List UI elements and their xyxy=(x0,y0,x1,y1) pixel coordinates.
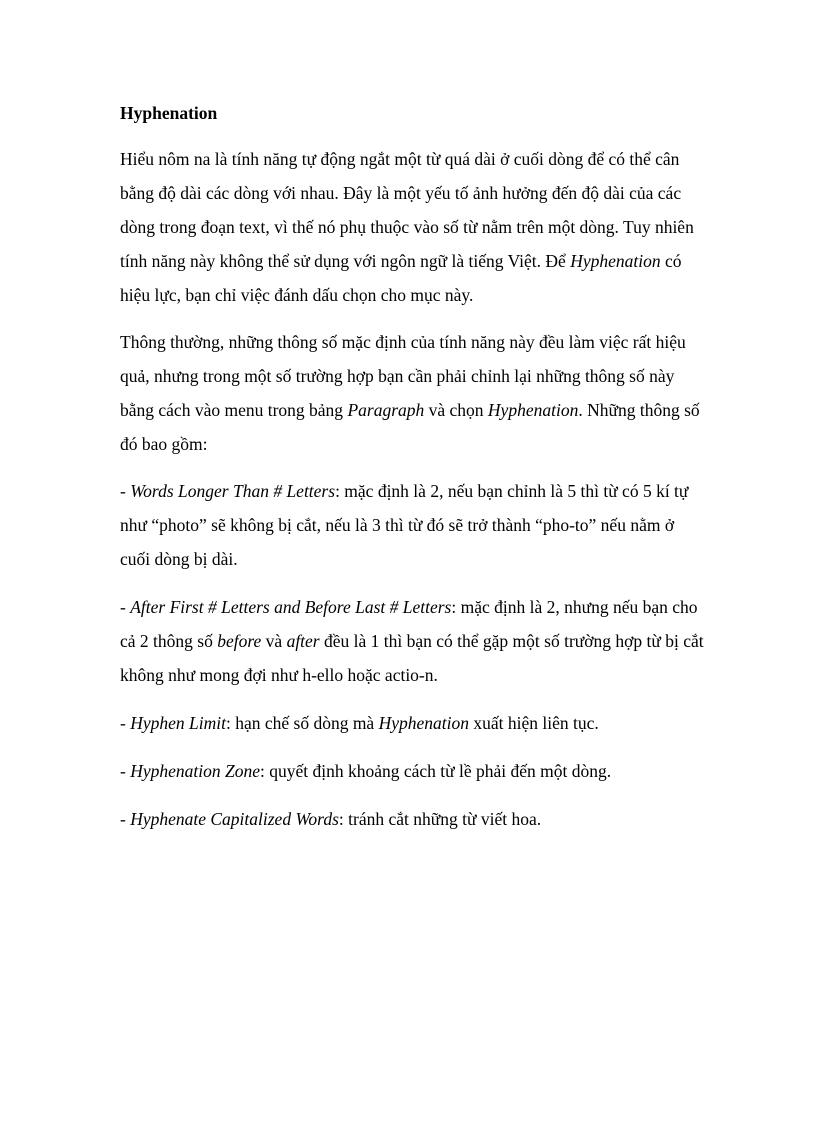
italic-term: after xyxy=(286,631,320,651)
bullet-hyphenate-capitalized xyxy=(120,802,704,836)
text-run: : mặc định là 2, nhưng nếu bạn cho cả 2 thông số xyxy=(120,597,698,651)
text-run: Hiểu nôm na là tính năng tự động ngắt một từ quá dài ở cuối dòng để có thể cân bằng độ dài các dòng với nhau. Đây là một yếu tố ảnh hưởng đến độ dài của các dòng trong đoạn text, vì thế nó phụ thuộc vào số từ nằm trên một dòng. Tuy nhiên tính năng này không thể sử dụng với ngôn ngữ là tiếng Việt. Để xyxy=(120,149,694,271)
italic-term: Hyphenation xyxy=(378,713,469,733)
text-run: : tránh cắt những từ viết hoa. xyxy=(338,809,542,829)
text-run: : quyết định khoảng cách từ lề phải đến một dòng. xyxy=(259,761,612,781)
text-run: : mặc định là 2, nếu bạn chỉnh là 5 thì từ có 5 kí tự như “photo” sẽ không bị cắt, nếu là 3 thì từ đó sẽ trở thành “pho-to” nếu nằm ở cuối dòng bị dài. xyxy=(120,481,689,569)
italic-term: Hyphenation xyxy=(487,400,579,420)
document-body xyxy=(120,96,704,850)
bullet-hyphen-limit xyxy=(120,706,704,740)
italic-term: Hyphen Limit xyxy=(130,713,226,733)
italic-term: Hyphenation Zone xyxy=(130,761,260,781)
text-run: và xyxy=(261,631,287,651)
intro-paragraph xyxy=(120,142,704,312)
bullet-dash: - xyxy=(120,713,131,733)
bullet-dash: - xyxy=(120,597,131,617)
bullet-dash: - xyxy=(120,481,131,501)
text-run: đều là 1 thì bạn có thể gặp một số trường hợp từ bị cắt không như mong đợi như h-ello hoặc actio-n. xyxy=(120,631,704,685)
bullet-hyphenation-zone xyxy=(120,754,704,788)
italic-term: Paragraph xyxy=(347,400,425,420)
italic-term: Hyphenation xyxy=(570,251,661,271)
section-heading: Hyphenation xyxy=(120,103,218,123)
italic-term: before xyxy=(217,631,262,651)
bullet-words-longer-than xyxy=(120,474,704,576)
bullet-dash: - xyxy=(120,761,131,781)
bullet-after-first-before-last xyxy=(120,590,704,692)
bullet-dash: - xyxy=(120,809,131,829)
italic-term: After First # Letters and Before Last # Letters xyxy=(130,597,452,617)
settings-paragraph xyxy=(120,325,704,461)
text-run: xuất hiện liên tục. xyxy=(468,713,599,733)
text-run: có hiệu lực, bạn chỉ việc đánh dấu chọn cho mục này. xyxy=(120,251,682,305)
text-run: Thông thường, những thông số mặc định của tính năng này đều làm việc rất hiệu quả, nhưng trong một số trường hợp bạn cần phải chỉnh lại những thông số này bằng cách vào menu trong bảng xyxy=(120,332,686,420)
text-run: : hạn chế số dòng mà xyxy=(225,713,379,733)
italic-term: Words Longer Than # Letters xyxy=(130,481,336,501)
italic-term: Hyphenate Capitalized Words xyxy=(130,809,339,829)
text-run: . Những thông số đó bao gồm: xyxy=(120,400,700,454)
text-run: và chọn xyxy=(424,400,488,420)
